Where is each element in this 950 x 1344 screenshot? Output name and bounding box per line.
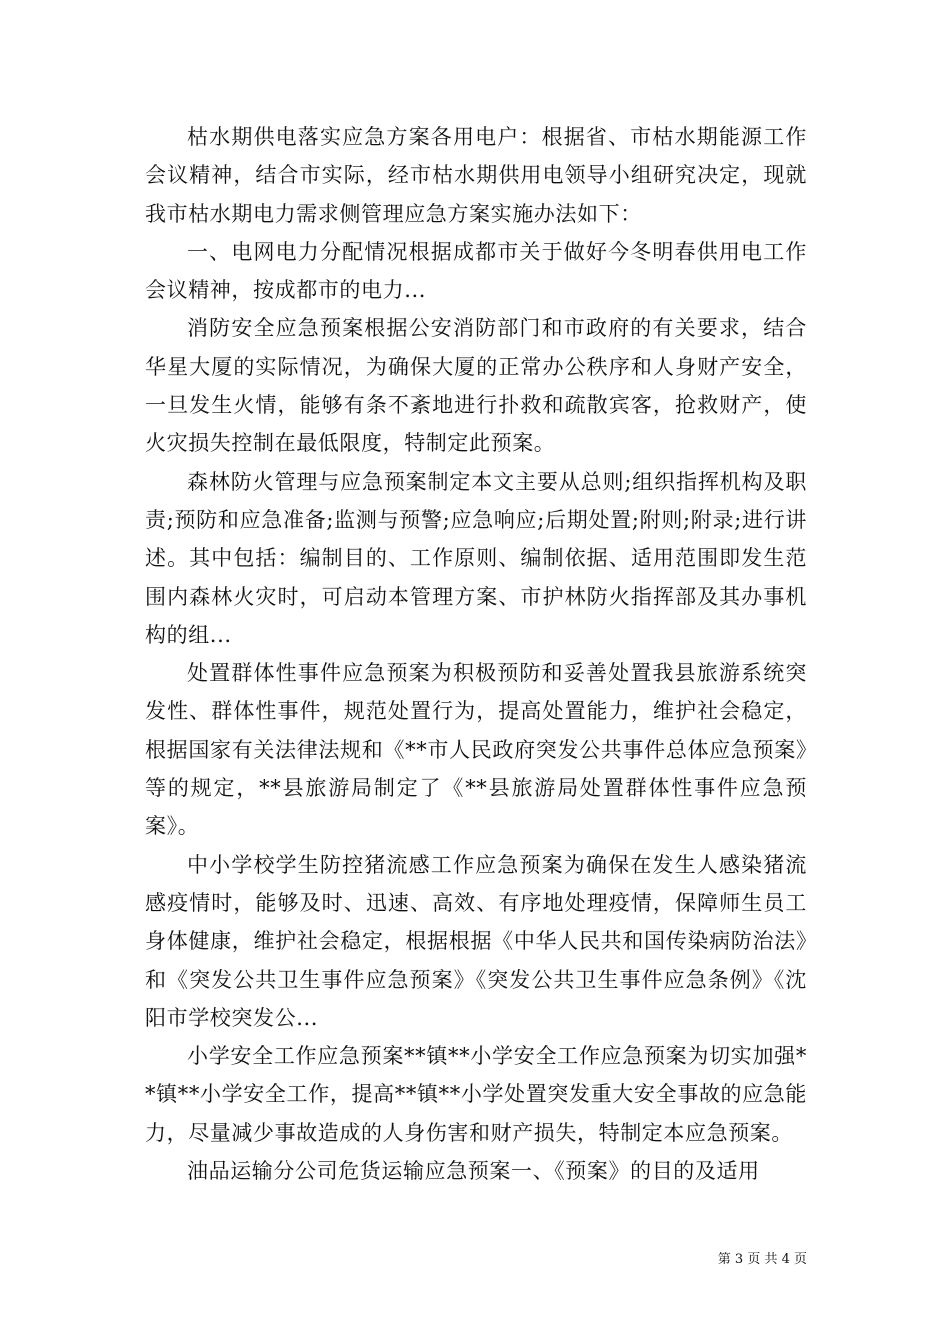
paragraph-fire-safety: 消防安全应急预案根据公安消防部门和市政府的有关要求，结合华星大厦的实际情况，为确保大厦的正常办公秩序和人身财产安全，一旦发生火情，能够有条不紊地进行扑救和疏散宾客，抢救财产，使火灾损失控制在最低限度，特制定此预案。 <box>145 316 807 456</box>
document-body <box>145 118 807 1190</box>
paragraph-forest-fire: 森林防火管理与应急预案制定本文主要从总则;组织指挥机构及职责;预防和应急准备;监测与预警;应急响应;后期处置;附则;附录;进行讲述。其中包括：编制目的、工作原则、编制依据、适用范围即发生范围内森林火灾时，可启动本管理方案、市护林防火指挥部及其办事机构的组... <box>145 469 807 647</box>
paragraph-school-safety: 小学安全工作应急预案**镇**小学安全工作应急预案为切实加强**镇**小学安全工作，提高**镇**小学处置突发重大安全事故的应急能力，尽量减少事故造成的人身伤害和财产损失，特制定本应急预案。 <box>145 1044 807 1145</box>
paragraph-grid-allocation: 一、电网电力分配情况根据成都市关于做好今冬明春供用电工作会议精神，按成都市的电力... <box>145 239 807 303</box>
page-number: 第 3 页 共 4 页 <box>717 1252 807 1267</box>
paragraph-swine-flu: 中小学校学生防控猪流感工作应急预案为确保在发生人感染猪流感疫情时，能够及时、迅速、高效、有序地处理疫情，保障师生员工身体健康，维护社会稳定，根据根据《中华人民共和国传染病防治法》和《突发公共卫生事件应急预案》《突发公共卫生事件应急条例》《沈阳市学校突发公... <box>145 852 807 1030</box>
paragraph-group-incident: 处置群体性事件应急预案为积极预防和妥善处置我县旅游系统突发性、群体性事件，规范处置行为，提高处置能力，维护社会稳定，根据国家有关法律法规和《**市人民政府突发公共事件总体应急预案》等的规定，**县旅游局制定了《**县旅游局处置群体性事件应急预案》。 <box>145 661 807 839</box>
paragraph-hazmat-transport: 油品运输分公司危货运输应急预案一、《预案》的目的及适用 <box>187 1159 760 1184</box>
paragraph-power-supply: 枯水期供电落实应急方案各用电户：根据省、市枯水期能源工作会议精神，结合市实际，经市枯水期供用电领导小组研究决定，现就我市枯水期电力需求侧管理应急方案实施办法如下： <box>145 125 807 226</box>
